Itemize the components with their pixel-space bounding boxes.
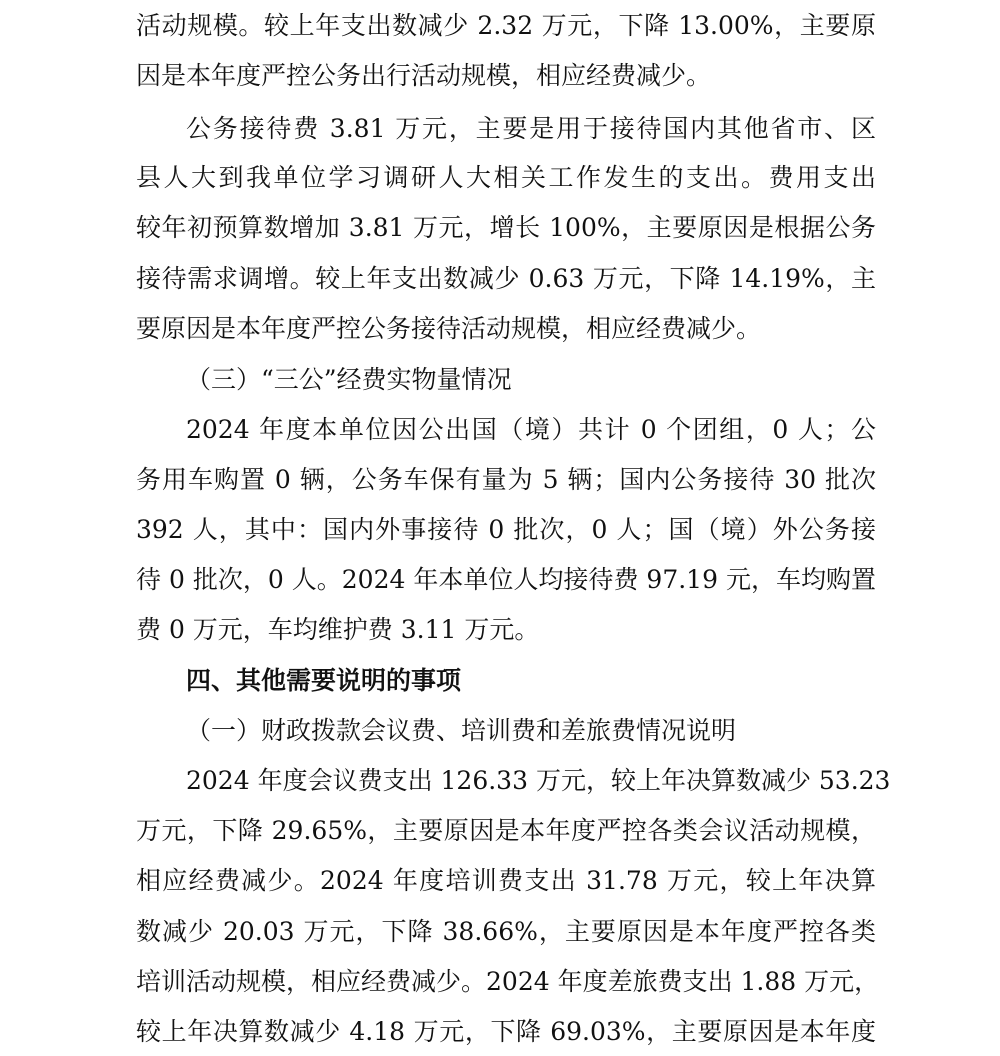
text-line: 务用车购置 0 辆，公务车保有量为 5 辆；国内公务接待 30 批次 <box>136 465 876 494</box>
text-line: 392 人，其中：国内外事接待 0 批次，0 人；国（境）外公务接 <box>136 515 876 544</box>
text-line: 待 0 批次，0 人。2024 年本单位人均接待费 97.19 元，车均购置 <box>136 565 876 594</box>
text-line: 县人大到我单位学习调研人大相关工作发生的支出。费用支出 <box>136 163 876 192</box>
text-line: 2024 年度会议费支出 126.33 万元，较上年决算数减少 53.23 <box>186 766 891 795</box>
text-line: 培训活动规模，相应经费减少。2024 年度差旅费支出 1.88 万元， <box>136 967 880 996</box>
text-line: 2024 年度本单位因公出国（境）共计 0 个团组，0 人；公 <box>186 415 876 444</box>
text-line: 要原因是本年度严控公务接待活动规模，相应经费减少。 <box>136 314 762 343</box>
text-line: 万元，下降 29.65%，主要原因是本年度严控各类会议活动规模， <box>136 816 876 845</box>
section-heading: （三）“三公”经费实物量情况 <box>186 365 512 394</box>
text-line: 公务接待费 3.81 万元，主要是用于接待国内其他省市、区 <box>186 114 876 143</box>
text-line: 因是本年度严控公务出行活动规模，相应经费减少。 <box>136 61 712 90</box>
chapter-heading: 四、其他需要说明的事项 <box>186 666 462 695</box>
text-line: 相应经费减少。2024 年度培训费支出 31.78 万元，较上年决算 <box>136 866 876 895</box>
text-line: 较上年决算数减少 4.18 万元，下降 69.03%，主要原因是本年度 <box>136 1017 876 1046</box>
text-line: 数减少 20.03 万元，下降 38.66%，主要原因是本年度严控各类 <box>136 917 876 946</box>
text-line: 接待需求调增。较上年支出数减少 0.63 万元，下降 14.19%，主 <box>136 264 876 293</box>
text-line: 费 0 万元，车均维护费 3.11 万元。 <box>136 615 540 644</box>
section-heading: （一）财政拨款会议费、培训费和差旅费情况说明 <box>186 716 737 745</box>
text-line: 较年初预算数增加 3.81 万元，增长 100%，主要原因是根据公务 <box>136 213 876 242</box>
text-line: 活动规模。较上年支出数减少 2.32 万元，下降 13.00%，主要原 <box>136 11 876 40</box>
